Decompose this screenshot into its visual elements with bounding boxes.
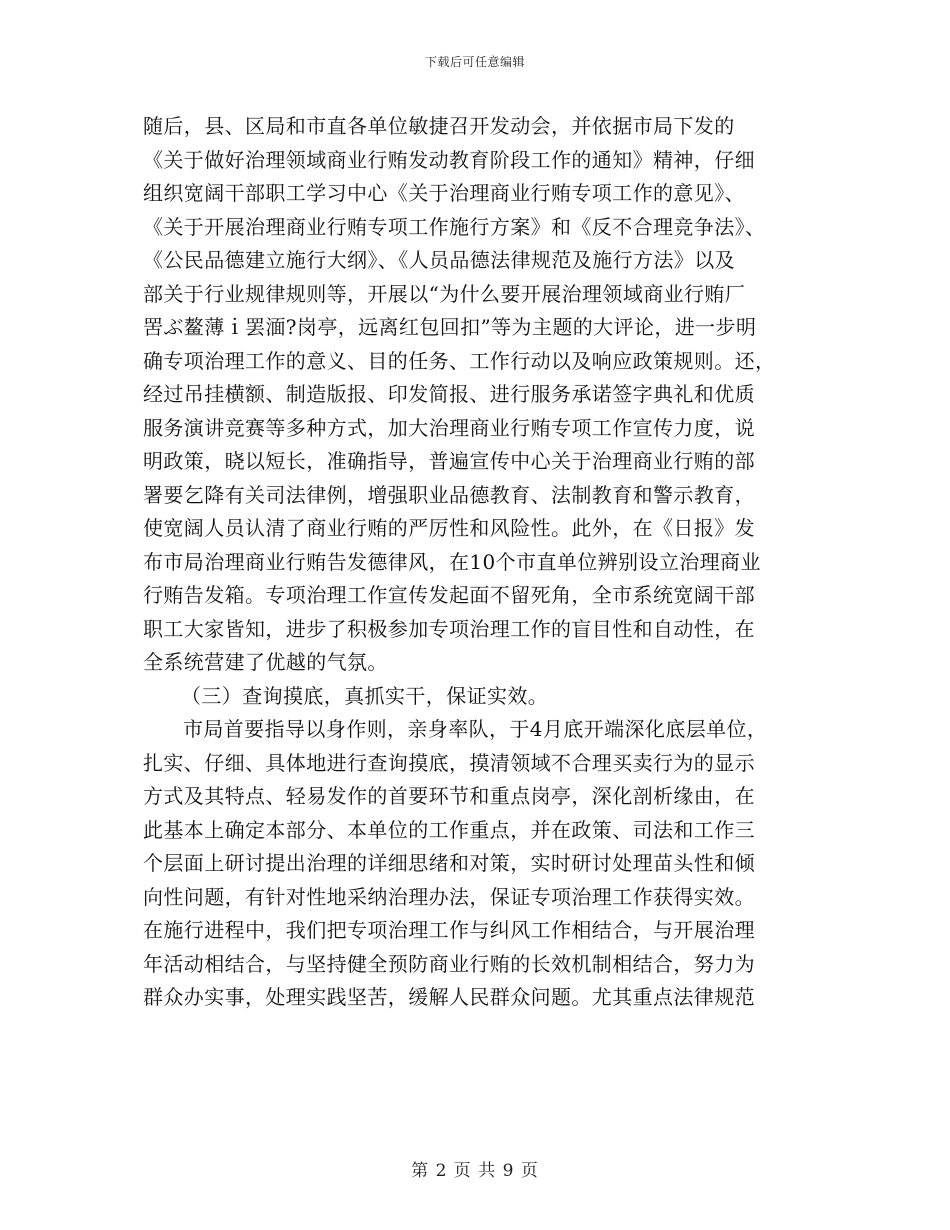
- text-line: 方式及其特点、轻易发作的首要环节和重点岗亭，深化剖析缘由，在: [143, 784, 755, 808]
- text-line: 此基本上确定本部分、本单位的工作重点，并在政策、司法和工作三: [143, 817, 755, 842]
- text-line: 职工大家皆知，进步了积极参加专项治理工作的盲目性和自动性，在: [143, 616, 755, 641]
- text-line: 罟ぶ鳌薄ｉ罢湎?岗亭，远离红包回扣”等为主题的大评论，进一步明: [143, 315, 757, 339]
- text-line: 署要乞降有关司法律例，增强职业品德教育、法制教育和警示教育，: [143, 482, 755, 507]
- text-line: 组织宽阔干部职工学习中心《关于治理商业行贿专项工作的意见》、: [143, 181, 745, 205]
- page-header: 下载后可任意编辑: [424, 55, 525, 69]
- text-line: 向性问题，有针对性地采纳治理办法，保证专项治理工作获得实效。: [143, 884, 755, 909]
- text-line: 群众办实事，处理实践坚苦，缓解人民群众问题。尤其重点法律规范: [143, 985, 755, 1009]
- text-line: 明政策，晓以短长，准确指导，普遍宣传中心关于治理商业行贿的部: [143, 449, 755, 473]
- text-line: 《关于开展治理商业行贿专项工作施行方案》和《反不合理竞争法》、: [143, 214, 766, 239]
- text-line: 行贿告发箱。专项治理工作宣传发起面不留死角，全市系统宽阔干部: [143, 583, 755, 607]
- section-heading: （三）查询摸底，真抓实干，保证实效。: [181, 683, 549, 708]
- text-line: 全系统营建了优越的气氛。: [143, 650, 388, 674]
- text-line: 个层面上研讨提出治理的详细思绪和对策，实时研讨处理苗头性和倾: [143, 851, 755, 875]
- text-line: 使宽阔人员认清了商业行贿的严厉性和风险性。此外，在《日报》发: [143, 516, 755, 540]
- text-line: 服务演讲竞赛等多种方式，加大治理商业行贿专项工作宣传力度，说: [143, 415, 755, 440]
- page-number-footer: 第 2 页 共 9 页: [411, 1161, 539, 1181]
- text-line: 经过吊挂横额、制造版报、印发简报、进行服务承诺签字典礼和优质: [143, 382, 755, 406]
- document-body: [143, 110, 808, 1015]
- text-line: 年活动相结合，与坚持健全预防商业行贿的长效机制相结合，努力为: [143, 951, 755, 976]
- text-line: 扎实、仔细、具体地进行查询摸底，摸清领域不合理买卖行为的显示: [143, 750, 755, 775]
- text-line: 在施行进程中，我们把专项治理工作与纠风工作相结合，与开展治理: [143, 918, 755, 942]
- text-line: 部关于行业规律规则等，开展以“为什么要开展治理领域商业行贿厂: [143, 281, 746, 306]
- text-line: 布市局治理商业行贿告发德律风，在10个市直单位辨别设立治理商业: [143, 549, 761, 574]
- text-line: 《关于做好治理领域商业行贿发动教育阶段工作的通知》精神，仔细: [143, 147, 755, 172]
- text-line: 确专项治理工作的意义、目的任务、工作行动以及响应政策规则。还，: [143, 348, 776, 373]
- text-line: 随后，县、区局和市直各单位敏捷召开发动会，并依据市局下发的: [143, 114, 735, 138]
- text-line: 市局首要指导以身作则，亲身率队，于4月底开端深化底层单位，: [183, 717, 768, 741]
- text-line: 《公民品德建立施行大纲》、《人员品德法律规范及施行方法》以及: [143, 248, 735, 272]
